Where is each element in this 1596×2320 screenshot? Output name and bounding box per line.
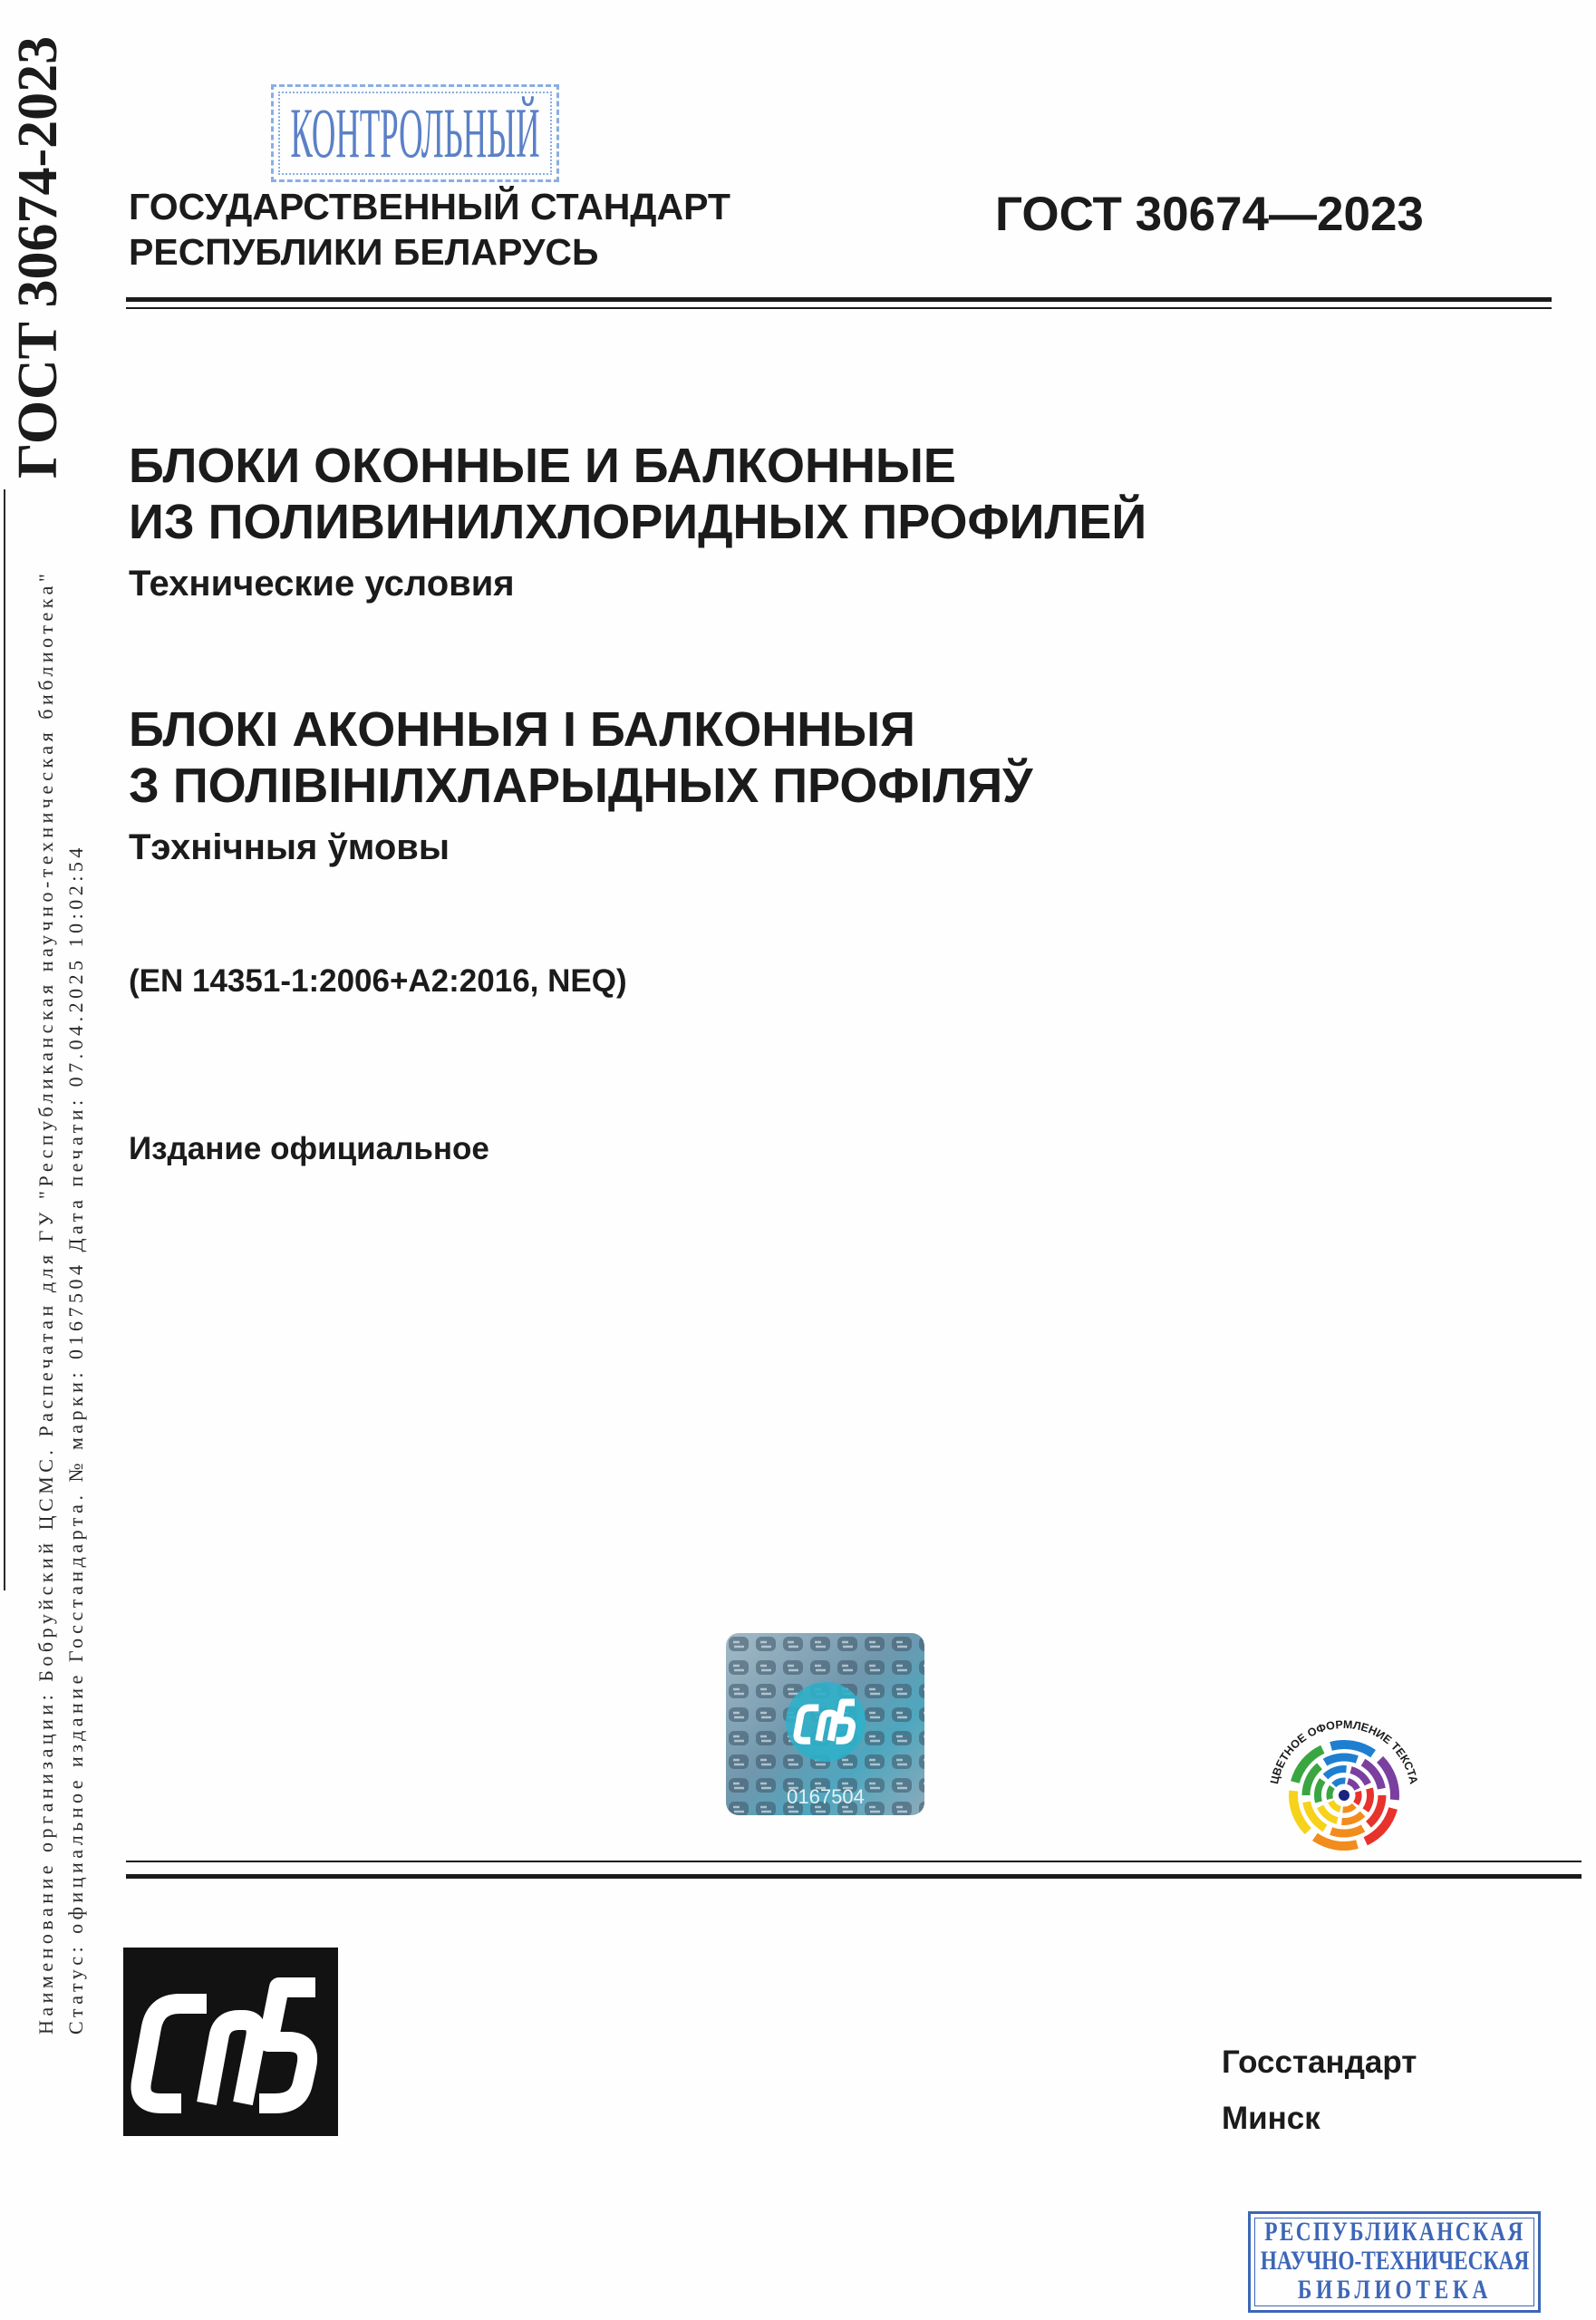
- footer-rule-thin: [126, 1861, 1581, 1862]
- print-info: [31, 503, 91, 2035]
- print-info-organization: Наименование организации: Бобруйский ЦСМС. Распечатан для ГУ "Республиканская научно-техническая библиотека": [34, 569, 57, 2035]
- color-ring-segment: [1334, 1781, 1346, 1785]
- color-ring-segment: [1315, 1837, 1358, 1846]
- header-rule-thick: [126, 297, 1552, 302]
- stb-logo: [123, 1948, 338, 2136]
- library-stamp-line: БИБЛИОТЕКА: [1297, 2275, 1492, 2305]
- color-ring-segment: [1341, 1814, 1362, 1822]
- title-line: БЛОКИ ОКОННЫЕ И БАЛКОННЫЕ: [129, 439, 956, 493]
- title-line: БЛОКІ АКОННЫЯ І БАЛКОННЫЯ: [129, 702, 915, 757]
- color-text-mark: [1262, 1710, 1435, 1855]
- hologram-sticker: [726, 1633, 924, 1815]
- standard-designation: ГОСТ 30674—2023: [995, 188, 1424, 241]
- color-ring-segment: [1343, 1805, 1355, 1810]
- color-ring-segment: [1348, 1782, 1357, 1790]
- control-stamp: [271, 84, 559, 182]
- issuing-authority: [129, 184, 730, 275]
- header-rule-thin: [126, 307, 1552, 309]
- color-ring-segment: [1330, 1787, 1332, 1799]
- library-stamp: [1248, 2211, 1541, 2313]
- library-stamp-line: НАУЧНО-ТЕХНИЧЕСКАЯ: [1260, 2246, 1529, 2276]
- color-mark-label: [1268, 1718, 1420, 1785]
- title-line: З ПОЛІВІНІЛХЛАРЫДНЫХ ПРОФІЛЯЎ: [129, 759, 1033, 813]
- footer-rule-thick: [126, 1874, 1581, 1879]
- color-mark-label-path: ЦВЕТНОЕ ОФОРМЛЕНИЕ ТЕКСТА: [1268, 1717, 1420, 1785]
- publisher-city: Минск: [1222, 2101, 1320, 2136]
- control-stamp-text: КОНТРОЛЬНЫЙ: [290, 93, 540, 172]
- hologram-number: 0167504: [787, 1785, 865, 1808]
- subtitle-belarusian: Тэхнічныя ўмовы: [129, 827, 450, 867]
- authority-line: ГОСУДАРСТВЕННЫЙ СТАНДАРТ: [129, 186, 730, 227]
- title-line: ИЗ ПОЛИВИНИЛХЛОРИДНЫХ ПРОФИЛЕЙ: [129, 495, 1147, 549]
- color-ring-segment: [1318, 1780, 1322, 1802]
- side-designation: ГОСТ 30674-2023: [7, 35, 69, 478]
- edition-note: Издание официальное: [129, 1131, 489, 1166]
- print-info-status: Статус: официальное издание Госстандарта. № марки: 0167504 Дата печати: 07.04.2025 10:02:54: [64, 844, 87, 2035]
- color-ring-segment: [1356, 1792, 1359, 1803]
- library-stamp-text: [1251, 2218, 1538, 2305]
- color-mark-center: [1339, 1790, 1349, 1801]
- authority-line: РЕСПУБЛИКИ БЕЛАРУСЬ: [129, 231, 599, 273]
- color-ring-segment: [1331, 1828, 1363, 1833]
- color-ring-segment: [1331, 1802, 1340, 1810]
- color-ring-segment: [1331, 1745, 1374, 1754]
- library-stamp-line: РЕСПУБЛИКАНСКАЯ: [1263, 2217, 1525, 2247]
- subtitle-russian: Технические условия: [129, 564, 515, 604]
- publisher-name: Госстандарт: [1222, 2044, 1417, 2080]
- color-ring-segment: [1325, 1769, 1346, 1776]
- color-ring-segment: [1325, 1757, 1357, 1763]
- color-ring-segment: [1366, 1788, 1370, 1810]
- title-belarusian: [129, 701, 1033, 814]
- equivalence-reference: (EN 14351-1:2006+A2:2016, NEQ): [129, 963, 627, 999]
- title-russian: [129, 438, 1146, 550]
- side-edge-line: [4, 489, 5, 1590]
